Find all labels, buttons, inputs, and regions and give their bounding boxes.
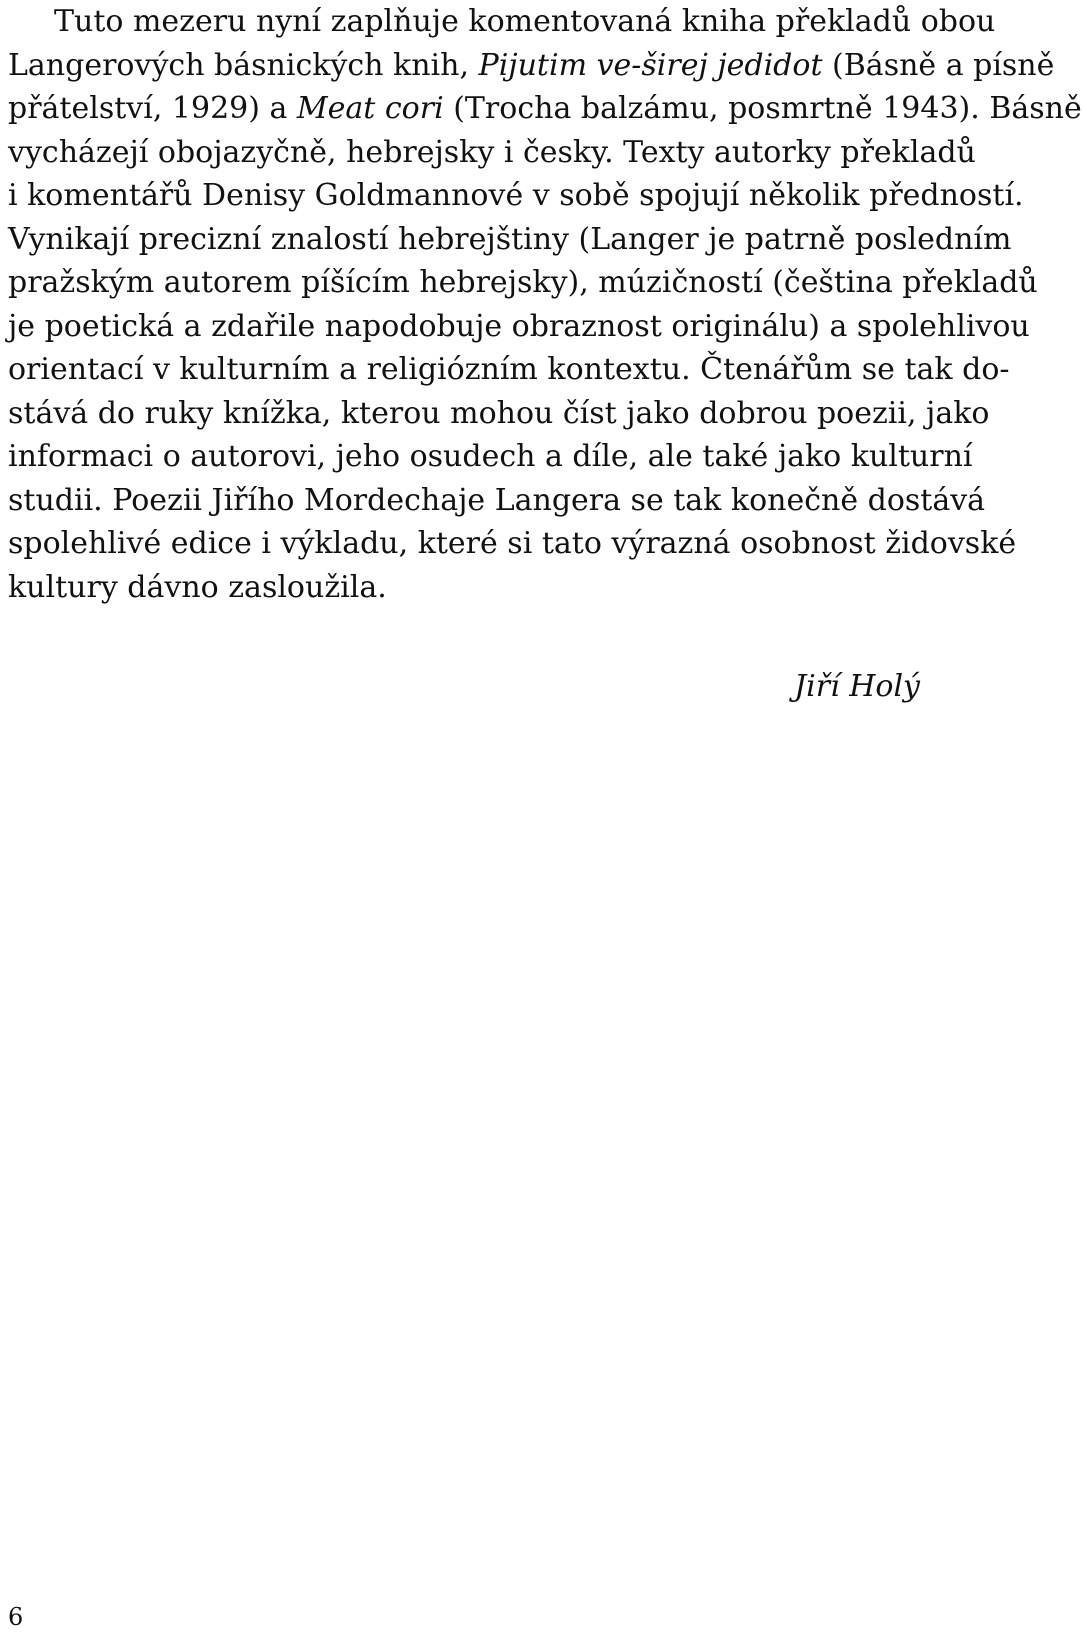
- page-number: 6: [8, 1603, 24, 1631]
- paragraph-line: orientací v kulturním a religiózním kontextu. Čtenářům se tak do-: [8, 352, 1010, 387]
- line-text: (Trocha balzámu, posmrtně 1943). Básně: [443, 91, 1082, 126]
- body-paragraph: [8, 0, 1082, 609]
- paragraph-line: informaci o autorovi, jeho osudech a díle, ale také jako kulturní: [8, 439, 973, 474]
- paragraph-line: kultury dávno zasloužila.: [8, 569, 387, 605]
- paragraph-line: stává do ruky knížka, kterou mohou číst jako dobrou poezii, jako: [8, 395, 990, 431]
- paragraph-line: vycházejí obojazyčně, hebrejsky i česky. Texty autorky překladů: [8, 134, 976, 170]
- paragraph-line: [8, 44, 1055, 88]
- paragraph-line: [8, 87, 1082, 131]
- line-text: přátelství, 1929) a: [8, 91, 297, 126]
- paragraph-line: pražským autorem píšícím hebrejsky), múzičností (čeština překladů: [8, 265, 1038, 300]
- paragraph-line: Vynikají precizní znalostí hebrejštiny (Langer je patrně posledním: [8, 221, 1012, 257]
- paragraph-line: spolehlivé edice i výkladu, které si tato výrazná osobnost židovské: [8, 526, 1017, 561]
- author-signature: Jiří Holý: [794, 669, 920, 704]
- paragraph-line: studii. Poezii Jiřího Mordechaje Langera se tak konečně dostává: [8, 482, 986, 518]
- book-title-italic: Meat cori: [296, 91, 444, 126]
- book-title-italic: Pijutim ve-širej jedidot: [478, 47, 823, 83]
- line-text: Langerových básnických knih,: [8, 47, 479, 83]
- paragraph-line: Tuto mezeru nyní zaplňuje komentovaná kniha překladů obou: [54, 4, 996, 39]
- paragraph-line: i komentářů Denisy Goldmannové v sobě spojují několik předností.: [8, 178, 1024, 213]
- paragraph-line: je poetická a zdařile napodobuje obraznost originálu) a spolehlivou: [8, 308, 1030, 344]
- line-text: (Básně a písně: [822, 47, 1055, 83]
